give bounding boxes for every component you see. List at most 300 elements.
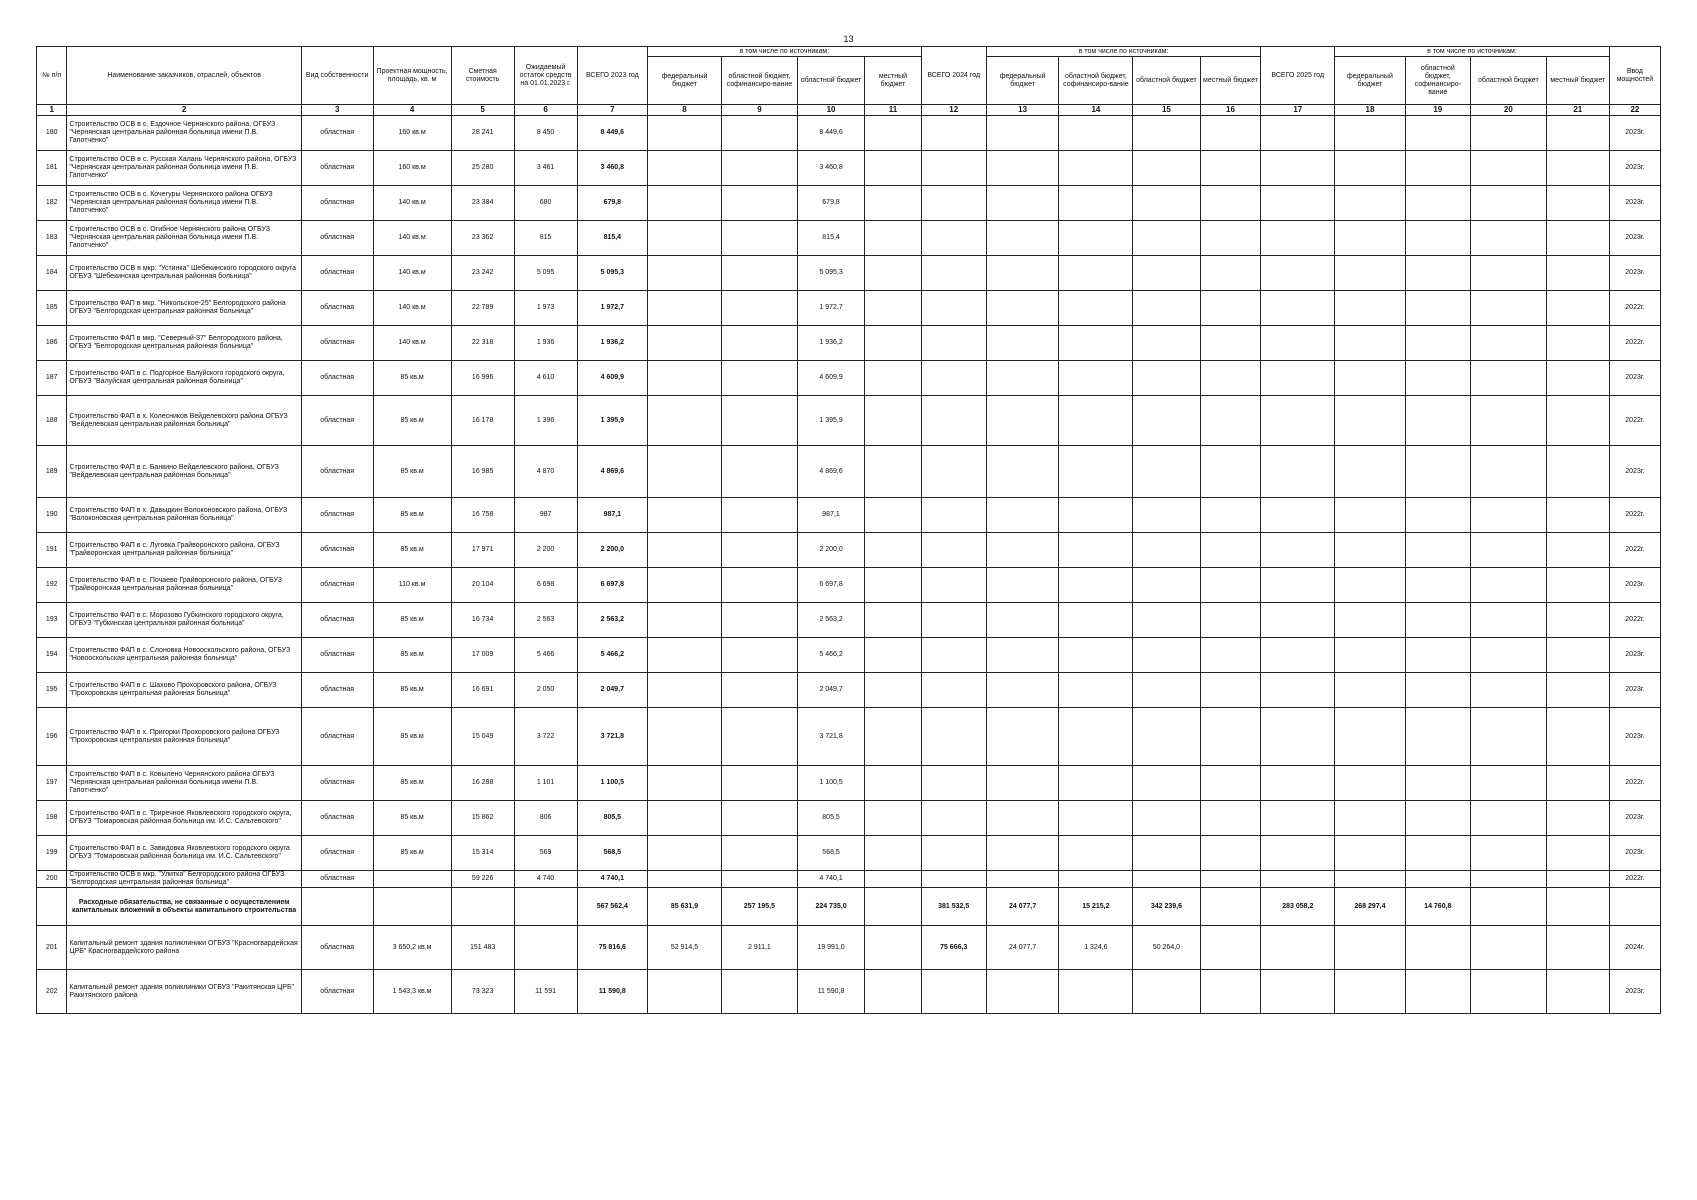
empty-cell	[1470, 638, 1546, 673]
total-2023: 568,5	[577, 836, 648, 871]
empty-cell	[1335, 871, 1406, 888]
remaining-funds: 987	[514, 498, 577, 533]
regional-cofin-2023	[721, 766, 797, 801]
federal-2023	[648, 801, 722, 836]
column-number: 18	[1335, 105, 1406, 116]
empty-cell	[1133, 186, 1200, 221]
column-number: 14	[1059, 105, 1133, 116]
empty-cell	[1200, 638, 1261, 673]
regional-cofin-2023	[721, 361, 797, 396]
empty-cell	[1335, 498, 1406, 533]
empty-cell	[921, 708, 986, 766]
empty-cell	[1200, 603, 1261, 638]
empty-cell	[1470, 446, 1546, 498]
empty-cell	[1133, 396, 1200, 446]
empty-cell	[1335, 766, 1406, 801]
capacity: 140 кв.м	[373, 256, 451, 291]
empty-cell	[1470, 361, 1546, 396]
empty-cell	[1405, 603, 1470, 638]
table-row	[37, 396, 1661, 446]
table-row	[37, 766, 1661, 801]
remaining-funds: 3 722	[514, 708, 577, 766]
object-name: Строительство ФАП в с. Луговка Грайворонского района, ОГБУЗ "Грайворонская центральная районная больница"	[67, 533, 301, 568]
empty-cell	[1133, 116, 1200, 151]
estimate-cost: 16 288	[451, 766, 514, 801]
empty-cell	[1546, 603, 1609, 638]
empty-cell	[1405, 673, 1470, 708]
object-name: Строительство ОСВ в с. Русская Халань Чернянского района, ОГБУЗ "Чернянская центральная районная больница имени П.В. Гапотченко"	[67, 151, 301, 186]
regional-cofin-2024: 1 324,6	[1059, 926, 1133, 970]
empty-cell	[1470, 871, 1546, 888]
estimate-cost: 28 241	[451, 116, 514, 151]
empty-cell	[1261, 836, 1335, 871]
header-estimate: Сметная стоимость	[451, 47, 514, 105]
empty-cell	[1470, 836, 1546, 871]
empty-cell	[1546, 186, 1609, 221]
empty-cell	[921, 766, 986, 801]
empty-cell	[1405, 291, 1470, 326]
commission-year: 2023г.	[1609, 116, 1660, 151]
object-name: Строительство ФАП в мкр. "Никольское-25" Белгородского района ОГБУЗ "Белгородская центральная районная больница"	[67, 291, 301, 326]
regional-cofin-2023: 2 911,1	[721, 926, 797, 970]
total-2023: 1 972,7	[577, 291, 648, 326]
empty-cell	[1261, 326, 1335, 361]
total-2023: 2 049,7	[577, 673, 648, 708]
capacity: 85 кв.м	[373, 673, 451, 708]
empty-cell	[1335, 256, 1406, 291]
empty-cell	[1261, 568, 1335, 603]
ownership-type: областная	[301, 361, 373, 396]
empty-cell	[1261, 533, 1335, 568]
object-name: Строительство ФАП в с. Слоновка Новооскольского района, ОГБУЗ "Новооскольская центральная районная больница"	[67, 638, 301, 673]
remaining-funds: 2 050	[514, 673, 577, 708]
empty-cell	[1335, 533, 1406, 568]
empty-cell	[1405, 221, 1470, 256]
capacity	[373, 871, 451, 888]
total-2023: 3 460,8	[577, 151, 648, 186]
capacity: 85 кв.м	[373, 361, 451, 396]
column-number: 12	[921, 105, 986, 116]
empty-cell	[986, 291, 1059, 326]
empty-cell	[1200, 926, 1261, 970]
column-number: 8	[648, 105, 722, 116]
empty-cell	[1133, 603, 1200, 638]
column-number: 17	[1261, 105, 1335, 116]
total-2023: 4 740,1	[577, 871, 648, 888]
empty-cell	[1546, 221, 1609, 256]
empty-cell	[986, 638, 1059, 673]
empty-cell	[921, 801, 986, 836]
total-2023: 5 466,2	[577, 638, 648, 673]
empty-cell	[1405, 801, 1470, 836]
capacity: 85 кв.м	[373, 801, 451, 836]
row-number: 181	[37, 151, 67, 186]
header-federal: федеральный бюджет	[1335, 57, 1406, 105]
regional-cofin-2023	[721, 708, 797, 766]
capacity: 85 кв.м	[373, 533, 451, 568]
empty-cell	[1335, 186, 1406, 221]
table-row	[37, 446, 1661, 498]
empty-cell	[1335, 568, 1406, 603]
object-name: Строительство ФАП в х. Пригорки Прохоровского района ОГБУЗ "Прохоровская центральная районная больница"	[67, 708, 301, 766]
empty-cell	[1133, 151, 1200, 186]
capacity: 85 кв.м	[373, 446, 451, 498]
empty-cell	[921, 498, 986, 533]
remaining-funds: 806	[514, 801, 577, 836]
ownership-type: областная	[301, 836, 373, 871]
federal-2023	[648, 221, 722, 256]
estimate-cost: 22 789	[451, 291, 514, 326]
total-2023: 679,8	[577, 186, 648, 221]
table-body	[37, 116, 1661, 1014]
regional-cofin-2023	[721, 801, 797, 836]
empty-cell	[1470, 708, 1546, 766]
subtotal-row	[37, 888, 1661, 926]
empty-cell	[1405, 766, 1470, 801]
empty-cell	[1335, 603, 1406, 638]
regional-2023: 1 936,2	[797, 326, 864, 361]
empty-cell	[1200, 568, 1261, 603]
empty-cell	[1133, 568, 1200, 603]
empty-cell	[865, 361, 921, 396]
total-2024	[921, 970, 986, 1014]
capacity: 3 650,2 кв.м	[373, 926, 451, 970]
total-2023: 75 816,6	[577, 926, 648, 970]
subtotal-regional-cofin-2025: 14 760,8	[1405, 888, 1470, 926]
empty-cell	[1609, 888, 1660, 926]
empty-cell	[921, 533, 986, 568]
empty-cell	[1059, 361, 1133, 396]
empty-cell	[1200, 673, 1261, 708]
empty-cell	[921, 568, 986, 603]
empty-cell	[865, 291, 921, 326]
commission-year: 2023г.	[1609, 801, 1660, 836]
empty-cell	[1261, 221, 1335, 256]
ownership-type: областная	[301, 326, 373, 361]
empty-cell	[1133, 533, 1200, 568]
total-2023: 815,4	[577, 221, 648, 256]
empty-cell	[1059, 801, 1133, 836]
ownership-type: областная	[301, 533, 373, 568]
federal-2023	[648, 498, 722, 533]
empty-cell	[1261, 871, 1335, 888]
empty-cell	[1546, 151, 1609, 186]
empty-cell	[1261, 970, 1335, 1014]
empty-cell	[1335, 801, 1406, 836]
ownership-type: областная	[301, 638, 373, 673]
header-remaining: Ожидаемый остаток средств на 01.01.2023 г.	[514, 47, 577, 105]
empty-cell	[1200, 498, 1261, 533]
empty-cell	[1546, 801, 1609, 836]
federal-2023	[648, 116, 722, 151]
total-2023: 6 697,8	[577, 568, 648, 603]
subtotal-regional-cofin-2024: 15 215,2	[1059, 888, 1133, 926]
remaining-funds: 1 936	[514, 326, 577, 361]
capacity: 85 кв.м	[373, 498, 451, 533]
header-ownership: Вид собственности	[301, 47, 373, 105]
empty-cell	[921, 836, 986, 871]
column-number: 19	[1405, 105, 1470, 116]
object-name: Строительство ОСВ в с. Огибное Чернянского района ОГБУЗ "Чернянская центральная районная больница имени П.В. Гапотченко"	[67, 221, 301, 256]
empty-cell	[1261, 116, 1335, 151]
empty-cell	[1405, 186, 1470, 221]
empty-cell	[986, 836, 1059, 871]
estimate-cost: 20 104	[451, 568, 514, 603]
row-number: 182	[37, 186, 67, 221]
empty-cell	[865, 186, 921, 221]
column-number: 4	[373, 105, 451, 116]
regional-2023: 2 049,7	[797, 673, 864, 708]
empty-cell	[1470, 396, 1546, 446]
regional-cofin-2023	[721, 673, 797, 708]
estimate-cost: 15 049	[451, 708, 514, 766]
commission-year: 2023г.	[1609, 708, 1660, 766]
total-2023: 987,1	[577, 498, 648, 533]
remaining-funds: 4 740	[514, 871, 577, 888]
total-2023: 3 721,8	[577, 708, 648, 766]
empty-cell	[1335, 708, 1406, 766]
commission-year: 2023г.	[1609, 568, 1660, 603]
empty-cell	[301, 888, 373, 926]
remaining-funds: 2 563	[514, 603, 577, 638]
column-number: 5	[451, 105, 514, 116]
table-row	[37, 326, 1661, 361]
ownership-type: областная	[301, 221, 373, 256]
total-2023: 8 449,6	[577, 116, 648, 151]
total-2023: 1 100,5	[577, 766, 648, 801]
commission-year: 2023г.	[1609, 970, 1660, 1014]
header-sources-2023: в том числе по источникам:	[648, 47, 922, 57]
remaining-funds: 6 698	[514, 568, 577, 603]
empty-cell	[1546, 970, 1609, 1014]
ownership-type: областная	[301, 801, 373, 836]
column-number: 10	[797, 105, 864, 116]
empty-cell	[1200, 361, 1261, 396]
empty-cell	[1546, 926, 1609, 970]
empty-cell	[1335, 926, 1406, 970]
ownership-type: областная	[301, 291, 373, 326]
regional-2023: 568,5	[797, 836, 864, 871]
empty-cell	[1405, 708, 1470, 766]
table-row	[37, 256, 1661, 291]
empty-cell	[986, 708, 1059, 766]
row-number: 185	[37, 291, 67, 326]
column-number: 22	[1609, 105, 1660, 116]
regional-2023: 5 095,3	[797, 256, 864, 291]
empty-cell	[1335, 970, 1406, 1014]
federal-2023	[648, 326, 722, 361]
empty-cell	[1405, 446, 1470, 498]
empty-cell	[986, 871, 1059, 888]
empty-cell	[1059, 446, 1133, 498]
empty-cell	[865, 256, 921, 291]
empty-cell	[1470, 116, 1546, 151]
empty-cell	[1546, 568, 1609, 603]
column-number: 9	[721, 105, 797, 116]
capacity: 160 кв.м	[373, 151, 451, 186]
empty-cell	[1546, 361, 1609, 396]
empty-cell	[1261, 396, 1335, 446]
regional-2023: 4 609,9	[797, 361, 864, 396]
commission-year: 2022г.	[1609, 533, 1660, 568]
empty-cell	[1261, 801, 1335, 836]
regional-cofin-2023	[721, 638, 797, 673]
table-row	[37, 836, 1661, 871]
remaining-funds	[514, 926, 577, 970]
empty-cell	[1261, 766, 1335, 801]
header-federal: федеральный бюджет	[986, 57, 1059, 105]
regional-cofin-2023	[721, 396, 797, 446]
header-name: Наименование заказчиков, отраслей, объектов	[67, 47, 301, 105]
empty-cell	[1546, 396, 1609, 446]
remaining-funds: 1 973	[514, 291, 577, 326]
regional-cofin-2023	[721, 836, 797, 871]
empty-cell	[1405, 568, 1470, 603]
estimate-cost: 25 280	[451, 151, 514, 186]
empty-cell	[1335, 326, 1406, 361]
empty-cell	[1335, 396, 1406, 446]
object-name: Строительство ФАП в с. Подгорное Валуйского городского округа, ОГБУЗ "Валуйская центральная районная больница"	[67, 361, 301, 396]
empty-cell	[1546, 533, 1609, 568]
empty-cell	[921, 871, 986, 888]
subtotal-federal-2025: 268 297,4	[1335, 888, 1406, 926]
empty-cell	[1546, 638, 1609, 673]
row-number: 190	[37, 498, 67, 533]
subtotal-federal-2024: 24 077,7	[986, 888, 1059, 926]
empty-cell	[1059, 221, 1133, 256]
regional-2023: 8 449,6	[797, 116, 864, 151]
empty-cell	[1200, 708, 1261, 766]
empty-cell	[1470, 151, 1546, 186]
ownership-type: областная	[301, 498, 373, 533]
header-no: № п/п	[37, 47, 67, 105]
empty-cell	[1059, 766, 1133, 801]
empty-cell	[1546, 871, 1609, 888]
empty-cell	[986, 673, 1059, 708]
header-commission: Ввод мощностей	[1609, 47, 1660, 105]
empty-cell	[1335, 291, 1406, 326]
empty-cell	[865, 396, 921, 446]
commission-year: 2022г.	[1609, 871, 1660, 888]
local-2023	[865, 926, 921, 970]
federal-2023	[648, 291, 722, 326]
federal-2023	[648, 836, 722, 871]
capacity: 140 кв.м	[373, 326, 451, 361]
subtotal-total-2023: 567 562,4	[577, 888, 648, 926]
regional-cofin-2023	[721, 603, 797, 638]
column-number: 15	[1133, 105, 1200, 116]
empty-cell	[1261, 446, 1335, 498]
column-number: 13	[986, 105, 1059, 116]
commission-year: 2022г.	[1609, 396, 1660, 446]
total-2023: 5 095,3	[577, 256, 648, 291]
total-2023: 805,5	[577, 801, 648, 836]
remaining-funds: 1 101	[514, 766, 577, 801]
regional-2023: 11 590,8	[797, 970, 864, 1014]
empty-cell	[865, 603, 921, 638]
row-number: 191	[37, 533, 67, 568]
empty-cell	[1133, 256, 1200, 291]
estimate-cost: 22 318	[451, 326, 514, 361]
object-name: Строительство ОСВ в мкр. "Улитка" Белгородского района ОГБУЗ "Белгородская центральная районная больница"	[67, 871, 301, 888]
estimate-cost: 16 985	[451, 446, 514, 498]
empty-cell	[865, 568, 921, 603]
empty-cell	[451, 888, 514, 926]
commission-year: 2023г.	[1609, 638, 1660, 673]
regional-cofin-2023	[721, 221, 797, 256]
empty-cell	[1059, 568, 1133, 603]
regional-cofin-2023	[721, 326, 797, 361]
empty-cell	[373, 888, 451, 926]
regional-2023: 4 740,1	[797, 871, 864, 888]
capacity: 140 кв.м	[373, 291, 451, 326]
object-name: Строительство ФАП в с. Шахово Прохоровского района, ОГБУЗ "Прохоровская центральная районная больница"	[67, 673, 301, 708]
subtotal-regional-cofin-2023: 257 195,5	[721, 888, 797, 926]
regional-cofin-2023	[721, 446, 797, 498]
regional-2023: 1 100,5	[797, 766, 864, 801]
empty-cell	[1405, 151, 1470, 186]
federal-2023	[648, 396, 722, 446]
empty-cell	[921, 186, 986, 221]
header-local: местный бюджет	[1546, 57, 1609, 105]
empty-cell	[1059, 603, 1133, 638]
empty-cell	[1059, 498, 1133, 533]
object-name: Строительство ФАП в с. Почаево Грайворонского района, ОГБУЗ "Грайворонская центральная районная больница"	[67, 568, 301, 603]
ownership-type: областная	[301, 446, 373, 498]
total-2024: 75 666,3	[921, 926, 986, 970]
empty-cell	[1261, 256, 1335, 291]
remaining-funds: 11 591	[514, 970, 577, 1014]
regional-2023: 987,1	[797, 498, 864, 533]
header-total-2023: ВСЕГО 2023 год	[577, 47, 648, 105]
empty-cell	[986, 446, 1059, 498]
federal-2023	[648, 151, 722, 186]
capacity: 85 кв.м	[373, 396, 451, 446]
ownership-type: областная	[301, 708, 373, 766]
federal-2023	[648, 766, 722, 801]
empty-cell	[1133, 871, 1200, 888]
commission-year: 2023г.	[1609, 361, 1660, 396]
empty-cell	[1261, 603, 1335, 638]
empty-cell	[921, 396, 986, 446]
regional-2023: 19 991,0	[797, 926, 864, 970]
empty-cell	[1133, 638, 1200, 673]
subtotal-regional-2025	[1470, 888, 1546, 926]
subtotal-regional-2024: 342 239,6	[1133, 888, 1200, 926]
regional-2023: 805,5	[797, 801, 864, 836]
empty-cell	[1133, 361, 1200, 396]
empty-cell	[1059, 151, 1133, 186]
empty-cell	[1335, 638, 1406, 673]
commission-year: 2023г.	[1609, 221, 1660, 256]
capacity: 160 кв.м	[373, 116, 451, 151]
subtotal-local-2023	[865, 888, 921, 926]
empty-cell	[1261, 638, 1335, 673]
row-number: 198	[37, 801, 67, 836]
ownership-type: областная	[301, 603, 373, 638]
empty-cell	[1133, 766, 1200, 801]
empty-cell	[1470, 256, 1546, 291]
row-number: 202	[37, 970, 67, 1014]
estimate-cost: 17 009	[451, 638, 514, 673]
empty-cell	[1133, 326, 1200, 361]
ownership-type: областная	[301, 926, 373, 970]
column-number: 20	[1470, 105, 1546, 116]
empty-cell	[1261, 498, 1335, 533]
federal-2023	[648, 673, 722, 708]
table-row	[37, 970, 1661, 1014]
empty-cell	[865, 801, 921, 836]
